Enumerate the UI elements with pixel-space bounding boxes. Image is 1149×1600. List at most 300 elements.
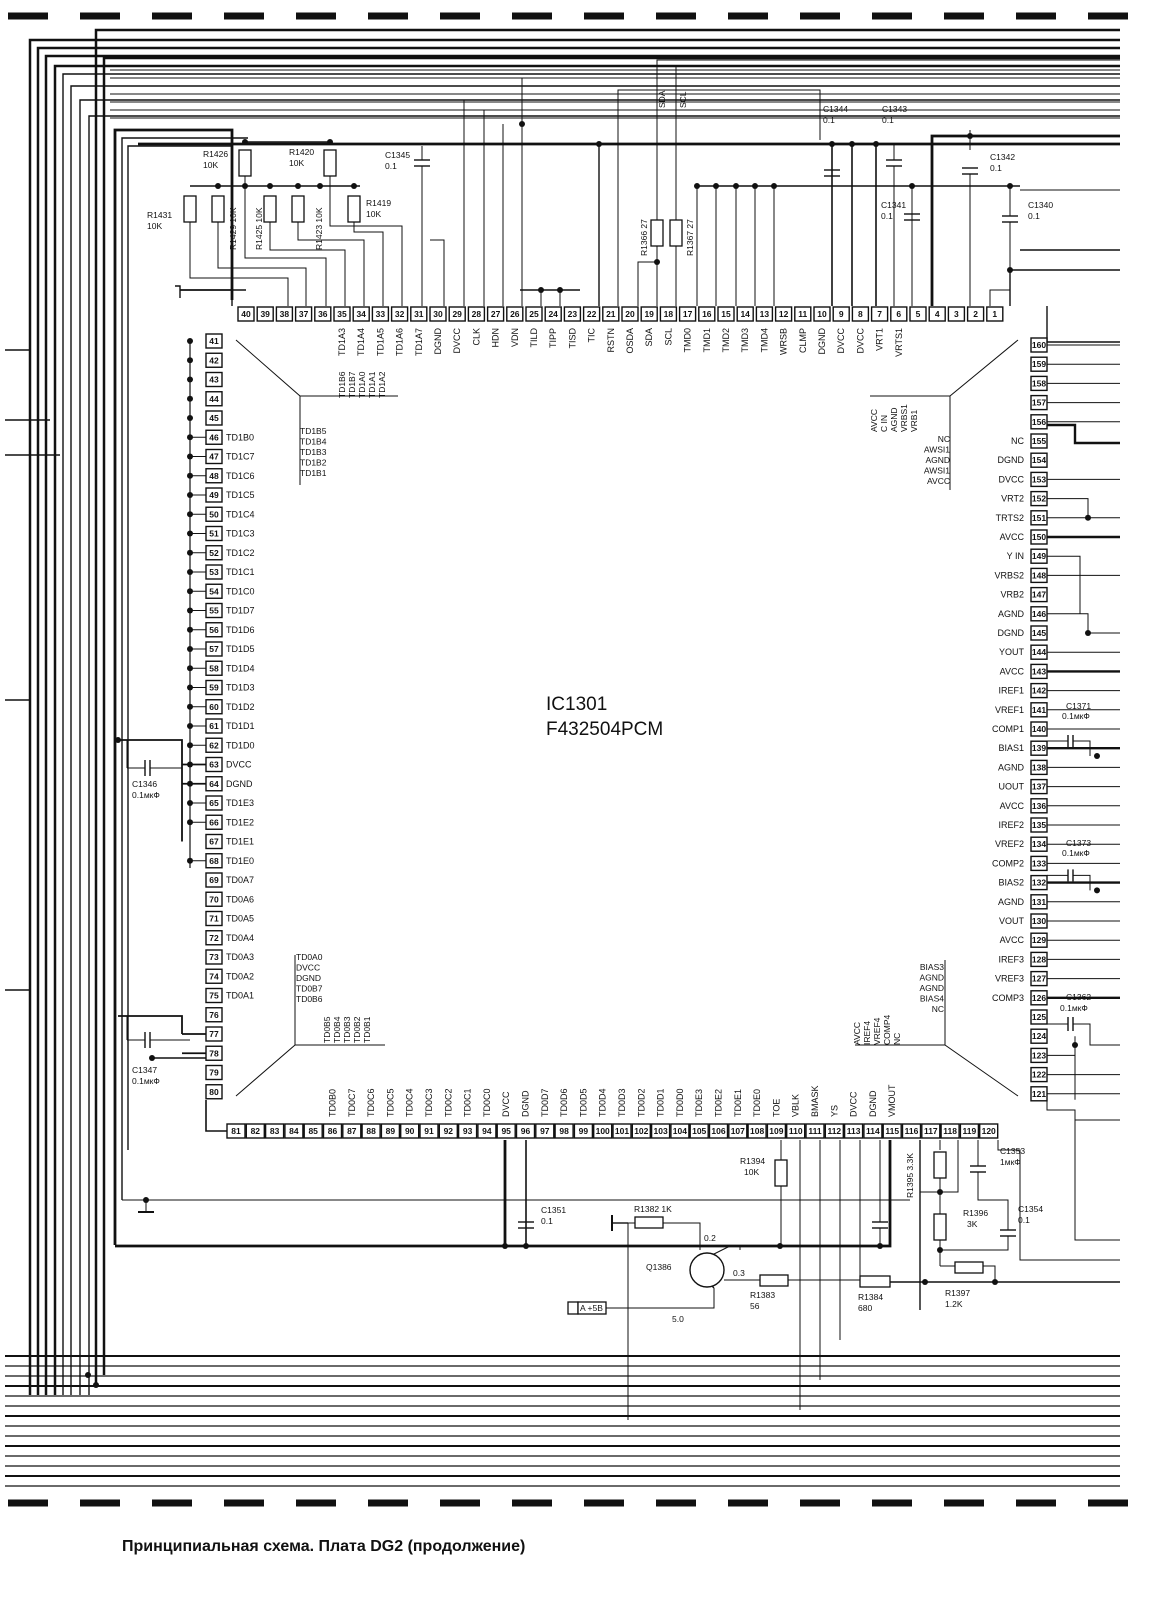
corner-signal: AGND xyxy=(889,407,899,432)
junction-dot xyxy=(1007,267,1013,273)
pin-signal: TMD2 xyxy=(721,328,731,353)
pin-number: 17 xyxy=(682,309,693,319)
pin-number: 119 xyxy=(962,1126,977,1136)
pin-signal: BIAS1 xyxy=(998,743,1024,754)
pin-number: 92 xyxy=(443,1126,454,1136)
pin-number: 111 xyxy=(808,1126,822,1136)
component-ref: C1340 xyxy=(1028,200,1054,210)
component-ref: R1429 10K xyxy=(228,207,238,250)
junction-dot xyxy=(1094,887,1100,893)
wire xyxy=(330,170,402,306)
corner-signal: TD1B6 xyxy=(337,371,347,398)
pin-number: 87 xyxy=(347,1126,357,1136)
pin-signal: Y IN xyxy=(1006,551,1024,562)
corner-signal: TD0B6 xyxy=(296,994,323,1004)
component-ref: C1373 xyxy=(1066,838,1092,848)
pin-signal: COMP3 xyxy=(991,992,1024,1003)
pin-signal: AGND xyxy=(997,608,1024,619)
pin-number: 43 xyxy=(209,374,219,385)
pin-number: 113 xyxy=(846,1126,861,1136)
pin-number: 31 xyxy=(414,309,424,319)
corner-signal: TD0B3 xyxy=(342,1016,352,1043)
pin-number: 22 xyxy=(586,309,597,319)
pin-signal: VOUT xyxy=(998,916,1024,926)
pin-signal: WRSB xyxy=(778,328,789,355)
wire xyxy=(104,58,1120,1375)
junction-dot xyxy=(777,1243,783,1249)
pin-number: 15 xyxy=(721,309,731,319)
components xyxy=(132,90,1091,1324)
pin-signal: TD1B0 xyxy=(226,432,255,443)
corner-signal: VRB1 xyxy=(909,409,919,432)
pin-signal: DGND xyxy=(997,628,1024,638)
junction-dot xyxy=(1007,183,1013,189)
pin-number: 139 xyxy=(1031,743,1047,754)
pin-signal: TD1A5 xyxy=(375,328,386,357)
pin-number: 105 xyxy=(692,1126,707,1136)
pin-signal: DGND xyxy=(433,328,443,355)
pin-number: 97 xyxy=(540,1126,550,1136)
pin-number: 13 xyxy=(759,309,770,319)
junction-dot xyxy=(187,858,193,864)
pin-number: 2 xyxy=(973,309,978,319)
pin-number: 159 xyxy=(1031,359,1047,370)
pin-signal: VBLK xyxy=(790,1093,801,1117)
pin-signal: AVCC xyxy=(999,532,1024,542)
wire xyxy=(270,220,345,306)
supply-arrow xyxy=(568,1302,578,1314)
corner-signal: TD1A2 xyxy=(377,371,387,398)
wire xyxy=(940,1236,1008,1250)
component-ref: R1397 xyxy=(945,1288,971,1298)
pin-number: 91 xyxy=(424,1126,434,1136)
pin-number: 53 xyxy=(209,567,219,577)
resistor-R1397 xyxy=(955,1262,983,1273)
pin-signal: TD0D2 xyxy=(636,1088,647,1117)
component-value: 10K xyxy=(289,158,305,168)
wire xyxy=(983,1266,995,1282)
pin-number: 85 xyxy=(308,1126,318,1136)
corner-signal: TD1B5 xyxy=(300,426,327,436)
pin-number: 57 xyxy=(209,644,219,654)
wire xyxy=(990,290,1010,306)
pin-signal: TILD xyxy=(529,328,539,348)
pin-signal: TMD1 xyxy=(701,328,712,353)
junction-dot xyxy=(523,1243,529,1249)
pin-number: 114 xyxy=(866,1126,880,1136)
component-ref: R1425 10K xyxy=(254,207,264,250)
pin-signal: TD0D0 xyxy=(674,1088,685,1117)
junction-dot xyxy=(187,685,193,691)
pin-number: 84 xyxy=(289,1126,299,1136)
pin-signal: TD0A2 xyxy=(226,971,255,982)
corner-signal: NC xyxy=(931,1004,944,1014)
corner-signal: TD1A1 xyxy=(367,371,377,398)
corner-signal: TD1B3 xyxy=(300,447,327,457)
pin-number: 3 xyxy=(954,309,959,319)
component-value: 10K xyxy=(366,209,382,219)
wire xyxy=(522,78,1120,306)
pin-number: 29 xyxy=(452,309,462,319)
pin-number: 121 xyxy=(1031,1088,1047,1099)
junction-dot xyxy=(909,183,915,189)
pin-number: 73 xyxy=(209,952,219,962)
pin-signal: TD0A3 xyxy=(226,952,255,962)
pin-number: 88 xyxy=(366,1126,376,1136)
component-ref: R1384 xyxy=(858,1292,884,1302)
pin-number: 49 xyxy=(209,490,219,500)
pin-signal: TMD0 xyxy=(682,328,693,353)
pin-number: 25 xyxy=(529,309,539,319)
pin-number: 45 xyxy=(209,413,219,423)
supply-label: A +5B xyxy=(580,1303,603,1313)
component-value: 0.1 xyxy=(823,115,835,125)
corner-signal: VRBS1 xyxy=(899,404,909,432)
junction-dot xyxy=(849,141,855,147)
pin-number: 123 xyxy=(1031,1050,1047,1061)
pin-signal: TD1D1 xyxy=(226,721,255,731)
pin-signal: TD0D3 xyxy=(617,1088,627,1117)
junction-dot xyxy=(873,141,879,147)
pin-signal: DVCC xyxy=(855,328,866,354)
pin-signal: RSTN xyxy=(605,328,616,353)
pin-signal: VRTS1 xyxy=(893,328,904,357)
pin-number: 26 xyxy=(510,309,520,319)
pin-signal: AVCC xyxy=(999,935,1024,946)
pin-signal: TD1D2 xyxy=(226,701,255,712)
junction-dot xyxy=(187,704,193,710)
corner-signal: AGND xyxy=(919,972,944,983)
corner-signal: TD0B2 xyxy=(352,1016,362,1043)
wire xyxy=(115,1140,890,1246)
pin-signal: VREF3 xyxy=(994,973,1024,984)
pin-signal: TD0D5 xyxy=(578,1088,589,1117)
junction-dot xyxy=(187,511,193,517)
pin-signal: NC xyxy=(1011,436,1024,446)
junction-dot xyxy=(351,183,357,189)
pin-number: 39 xyxy=(260,309,270,319)
pin-signal: TD1E1 xyxy=(226,836,255,847)
pin-number: 80 xyxy=(209,1086,219,1097)
pin-number: 65 xyxy=(209,798,219,808)
pin-number: 55 xyxy=(209,605,219,616)
pin-number: 37 xyxy=(298,309,309,319)
wire xyxy=(1073,1024,1120,1045)
pin-number: 27 xyxy=(490,309,501,319)
pin-number: 72 xyxy=(209,932,219,943)
pin-number: 144 xyxy=(1031,647,1047,658)
pin-signal: TD1E3 xyxy=(226,798,255,808)
wire xyxy=(1047,1100,1120,1240)
pin-number: 60 xyxy=(209,701,219,712)
junction-dot xyxy=(187,800,193,806)
resistor-R1384 xyxy=(860,1276,890,1287)
voltage-label: 5.0 xyxy=(672,1314,684,1324)
pin-signal: BIAS2 xyxy=(998,877,1024,888)
pin-signal: TD0C4 xyxy=(404,1088,415,1117)
pin-signal: SDA xyxy=(644,328,655,347)
junction-dot xyxy=(85,1372,91,1378)
junction-dot xyxy=(295,183,301,189)
pin-signal: AGND xyxy=(997,896,1024,907)
pin-signal: TD0C2 xyxy=(443,1088,454,1117)
pin-signal: DVCC xyxy=(848,1091,859,1117)
component-value: 0.1 xyxy=(881,211,893,221)
wire xyxy=(430,240,444,306)
corner-signal: AVCC xyxy=(852,1022,862,1045)
pin-number: 34 xyxy=(356,309,366,319)
pin-signal: TD0A1 xyxy=(226,990,255,1001)
corner-signal: AGND xyxy=(925,455,950,465)
pin-number: 24 xyxy=(548,309,558,319)
pin-number: 86 xyxy=(327,1126,338,1136)
pin-signal: TD0C3 xyxy=(424,1088,434,1117)
pin-number: 115 xyxy=(885,1126,900,1136)
pin-number: 116 xyxy=(904,1126,919,1136)
corner-signal: TD0B1 xyxy=(362,1016,372,1043)
pin-signal: TD0A4 xyxy=(226,932,255,943)
pin-number: 108 xyxy=(750,1126,765,1136)
pin-number: 36 xyxy=(318,309,328,319)
pin-number: 83 xyxy=(269,1126,280,1136)
pin-signal: TD1D6 xyxy=(226,624,255,635)
pin-signal: TD1A6 xyxy=(394,328,405,357)
resistor-R1367 xyxy=(670,220,682,246)
junction-dot xyxy=(187,723,193,729)
pin-number: 153 xyxy=(1031,474,1047,485)
pin-number: 124 xyxy=(1031,1031,1047,1042)
corner-signal: COMP4 xyxy=(882,1014,892,1045)
pin-number: 151 xyxy=(1031,512,1047,523)
voltage-label: 0.3 xyxy=(733,1268,745,1278)
pin-signal: TIC xyxy=(586,328,597,343)
junction-dot xyxy=(187,338,193,344)
pin-number: 152 xyxy=(1031,493,1047,504)
corner-signal: AGND xyxy=(919,983,944,993)
pin-signal: VREF2 xyxy=(994,839,1024,850)
pin-signal: TD0D1 xyxy=(655,1088,666,1117)
pin-number: 157 xyxy=(1031,397,1047,408)
component-ref: R1382 1K xyxy=(634,1204,672,1214)
pin-number: 7 xyxy=(877,309,882,319)
corner-signal: IREF4 xyxy=(862,1020,872,1045)
corner-signal: AVCC xyxy=(927,476,950,486)
pin-number: 64 xyxy=(209,778,219,789)
component-ref: C1353 xyxy=(1000,1146,1026,1156)
wire xyxy=(950,340,1018,490)
pin-signal: TD1C2 xyxy=(226,547,255,558)
component-value: 56 xyxy=(750,1301,760,1311)
junction-dot xyxy=(187,357,193,363)
pin-signal: TD0A5 xyxy=(226,913,255,924)
wire xyxy=(236,340,300,485)
pin-number: 122 xyxy=(1031,1069,1047,1080)
junction-dot xyxy=(922,1279,928,1285)
resistor-R1366 xyxy=(651,220,663,246)
component-value: 10K xyxy=(744,1167,760,1177)
pin-number: 63 xyxy=(209,759,219,770)
pin-signal: YOUT xyxy=(998,647,1024,658)
corner-signal: AWSI1 xyxy=(923,444,950,455)
pin-number: 101 xyxy=(614,1126,630,1136)
junction-dot xyxy=(187,454,193,460)
pin-number: 150 xyxy=(1031,532,1047,542)
pin-signal: IREF3 xyxy=(998,954,1024,965)
resistor-R1423 xyxy=(292,196,304,222)
component-value: 10K xyxy=(147,221,163,231)
pin-number: 89 xyxy=(385,1126,396,1136)
ic-part: F432504PCM xyxy=(546,719,664,740)
corner-signal: TD1B2 xyxy=(300,457,327,468)
junction-dot xyxy=(187,588,193,594)
junction-dot xyxy=(829,141,835,147)
transistor-Q1386 xyxy=(690,1253,724,1287)
pin-signal: TD1E2 xyxy=(226,817,255,828)
component-ref: R1394 xyxy=(740,1156,766,1166)
pin-signal: TD1D7 xyxy=(226,605,255,616)
pin-signal: DGND xyxy=(997,455,1024,466)
pin-signal: CLMP xyxy=(797,328,808,354)
pin-number: 147 xyxy=(1031,589,1047,600)
pin-number: 135 xyxy=(1031,820,1047,830)
component-value: 680 xyxy=(858,1303,873,1313)
pin-signal: TD0E0 xyxy=(752,1088,763,1117)
pin-number: 8 xyxy=(858,309,863,319)
pin-number: 47 xyxy=(209,451,219,462)
junction-dot xyxy=(187,569,193,575)
pin-signal: TRTS2 xyxy=(995,512,1024,523)
component-ref: R1426 xyxy=(203,149,229,159)
pin-signal: YS xyxy=(829,1104,840,1117)
figure-caption: Принципиальная схема. Плата DG2 (продолжение) xyxy=(122,1538,526,1555)
wiring xyxy=(5,30,1120,1486)
resistor-R1382 xyxy=(635,1217,663,1228)
resistor-R1396 xyxy=(934,1214,946,1240)
pin-number: 46 xyxy=(209,432,219,443)
pin-number: 30 xyxy=(433,309,443,319)
corner-signal: TD0B7 xyxy=(296,983,323,994)
wire xyxy=(180,290,232,306)
pin-signal: TD1D3 xyxy=(226,682,255,693)
corner-signal: NC xyxy=(937,434,950,444)
pin-number: 81 xyxy=(231,1126,241,1136)
component-ref: Q1386 xyxy=(646,1262,672,1272)
wire xyxy=(1047,614,1088,633)
component-ref: R1431 xyxy=(147,210,173,220)
component-ref: C1346 xyxy=(132,779,158,789)
pin-signal: TD0E1 xyxy=(732,1088,743,1117)
pin-signal: TD0E3 xyxy=(694,1088,705,1117)
component-value: 10K xyxy=(203,160,219,170)
pin-number: 138 xyxy=(1031,762,1047,773)
pin-number: 132 xyxy=(1031,877,1047,888)
corner-signal: NC xyxy=(892,1032,902,1045)
component-value: 0.1мкФ xyxy=(1062,711,1090,721)
wire xyxy=(932,136,1120,306)
bus-label-sda: SDA xyxy=(657,90,667,108)
pin-signal: TD1D0 xyxy=(226,740,255,751)
junction-dot xyxy=(187,377,193,383)
pin-number: 158 xyxy=(1031,378,1047,389)
pin-signal: TISD xyxy=(567,328,578,349)
resistor-R1419 xyxy=(348,196,360,222)
pin-number: 76 xyxy=(209,1009,219,1020)
pin-number: 20 xyxy=(625,309,635,319)
component-ref: R1366 27 xyxy=(639,219,649,256)
wire xyxy=(657,60,1120,306)
pin-number: 100 xyxy=(595,1126,610,1136)
component-ref: C1354 xyxy=(1018,1204,1044,1214)
pin-signal: IREF1 xyxy=(998,685,1024,696)
pin-number: 146 xyxy=(1031,608,1047,619)
junction-dot xyxy=(187,434,193,440)
pin-number: 11 xyxy=(798,309,808,319)
junction-dot xyxy=(187,531,193,537)
pin-number: 104 xyxy=(672,1126,687,1136)
pin-number: 51 xyxy=(209,528,219,539)
pin-number: 21 xyxy=(606,309,616,319)
junction-dot xyxy=(317,183,323,189)
pin-number: 61 xyxy=(209,721,219,731)
pin-number: 42 xyxy=(209,355,219,366)
pin-signal: VRB2 xyxy=(1000,589,1024,600)
wire xyxy=(595,1300,714,1308)
wire xyxy=(1047,499,1088,518)
pin-signal: TD0E2 xyxy=(713,1088,724,1117)
pin-number: 134 xyxy=(1031,839,1047,850)
pin-number: 69 xyxy=(209,875,219,885)
pin-signal: VDN xyxy=(509,328,520,348)
pin-number: 58 xyxy=(209,663,219,674)
pin-signal: VMOUT xyxy=(887,1084,898,1117)
pin-number: 125 xyxy=(1031,1012,1047,1022)
pin-number: 130 xyxy=(1031,916,1047,926)
pin-number: 129 xyxy=(1031,935,1047,946)
pin-signal: VREF1 xyxy=(994,704,1024,715)
pin-signal: TD1D4 xyxy=(226,663,255,674)
junction-dot xyxy=(187,627,193,633)
corner-signal: TD1B4 xyxy=(300,436,327,447)
component-value: 0.1мкФ xyxy=(132,1076,160,1086)
pin-number: 35 xyxy=(337,309,347,319)
pin-number: 48 xyxy=(209,470,219,481)
pin-number: 142 xyxy=(1031,685,1047,696)
pin-number: 23 xyxy=(567,309,578,319)
pin-signal: DGND xyxy=(817,328,827,355)
junction-dot xyxy=(557,287,563,293)
pin-signal: AVCC xyxy=(999,800,1024,811)
corner-signal: AWSI1 xyxy=(923,465,950,476)
pin-number: 1 xyxy=(992,309,998,319)
component-value: 0.1 xyxy=(990,163,1002,173)
junction-dot xyxy=(149,1055,155,1061)
component-ref: C1342 xyxy=(990,152,1016,162)
pin-signal: TD0C5 xyxy=(385,1088,396,1117)
pin-number: 109 xyxy=(769,1126,784,1136)
component-ref: C1343 xyxy=(882,104,908,114)
component-ref: R1420 xyxy=(289,147,315,157)
pin-signal: TMD4 xyxy=(759,328,770,353)
pin-signal: AGND xyxy=(997,762,1024,773)
pin-number: 74 xyxy=(209,971,219,982)
pin-number: 38 xyxy=(279,309,290,319)
pin-signal: CLK xyxy=(471,328,482,346)
junction-dot xyxy=(93,1382,99,1388)
pin-signal: DVCC xyxy=(226,759,252,770)
corner-signal: TD0B4 xyxy=(332,1016,342,1043)
pin-number: 5 xyxy=(915,309,921,319)
junction-dot xyxy=(187,473,193,479)
